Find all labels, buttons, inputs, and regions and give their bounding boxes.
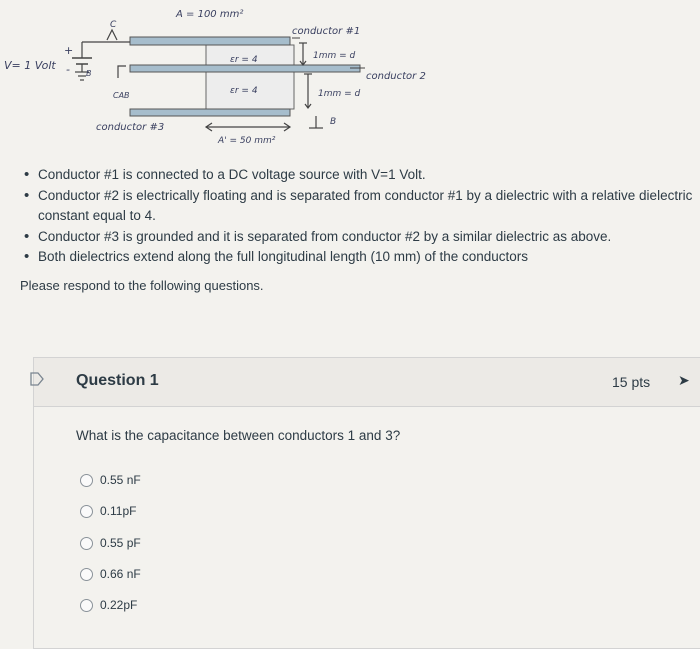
circuit-figure <box>0 0 700 150</box>
minus-sign: - <box>66 63 70 76</box>
label-b-left: B <box>86 69 92 78</box>
gap-top-label: 1mm = d <box>313 51 356 61</box>
area-top-label: A = 100 mm² <box>176 9 244 20</box>
bullet-item: • Conductor #1 is connected to a DC voltage source with V=1 Volt. <box>24 165 700 186</box>
answer-option[interactable] <box>80 536 141 550</box>
answer-option-label: 0.11pF <box>100 504 137 518</box>
radio-button[interactable] <box>80 568 93 581</box>
answer-option-label: 0.66 nF <box>100 567 141 581</box>
bullet-item: • Conductor #3 is grounded and it is separated from conductor #2 by a similar dielectric as above. <box>24 227 700 248</box>
conductor-2-plate <box>130 65 360 72</box>
answer-option[interactable] <box>80 473 141 487</box>
answer-option-label: 0.55 pF <box>100 536 141 550</box>
question-header <box>34 358 700 407</box>
answer-option[interactable] <box>80 598 137 612</box>
gap-bottom-label: 1mm = d <box>318 89 361 99</box>
radio-button[interactable] <box>80 599 93 612</box>
cursor-pointer-icon: ➤ <box>678 372 690 388</box>
label-b-right: B <box>330 117 337 127</box>
problem-statement-list <box>24 165 700 268</box>
flag-icon[interactable] <box>30 372 44 386</box>
bullet-item: • Both dielectrics extend along the full longitudinal length (10 mm) of the conductors <box>24 247 700 268</box>
plus-sign: + <box>64 44 74 57</box>
question-points: 15 pts <box>612 374 651 390</box>
radio-button[interactable] <box>80 474 93 487</box>
bullet-item: • Conductor #2 is electrically floating and is separated from conductor #1 by a dielectric with a relative dielectric constant equal to 4. <box>24 186 698 227</box>
label-c: C <box>110 20 117 30</box>
label-cab: CAB <box>113 91 130 100</box>
answer-option-label: 0.22pF <box>100 598 138 612</box>
answer-option[interactable] <box>80 567 141 581</box>
conductor-1-plate <box>130 37 290 45</box>
question-card <box>33 357 700 649</box>
radio-button[interactable] <box>80 505 93 518</box>
radio-button[interactable] <box>80 537 93 550</box>
answer-option[interactable] <box>80 504 136 518</box>
capacitor-diagram <box>0 0 700 150</box>
conductor-2-label: conductor 2 <box>366 71 426 82</box>
question-text: What is the capacitance between conductors 1 and 3? <box>76 428 401 443</box>
answer-option-label: 0.55 nF <box>100 473 141 487</box>
instructions-text: Please respond to the following questions. <box>20 278 264 293</box>
conductor-1-label: conductor #1 <box>292 26 361 37</box>
conductor-3-plate <box>130 109 290 116</box>
epsilon-top-label: εr = 4 <box>230 55 258 65</box>
area-bottom-label: A' = 50 mm² <box>218 136 276 146</box>
question-title: Question 1 <box>76 372 159 389</box>
conductor-3-label: conductor #3 <box>96 122 165 133</box>
voltage-label: V= 1 Volt <box>4 59 56 72</box>
epsilon-bottom-label: εr = 4 <box>230 86 258 96</box>
